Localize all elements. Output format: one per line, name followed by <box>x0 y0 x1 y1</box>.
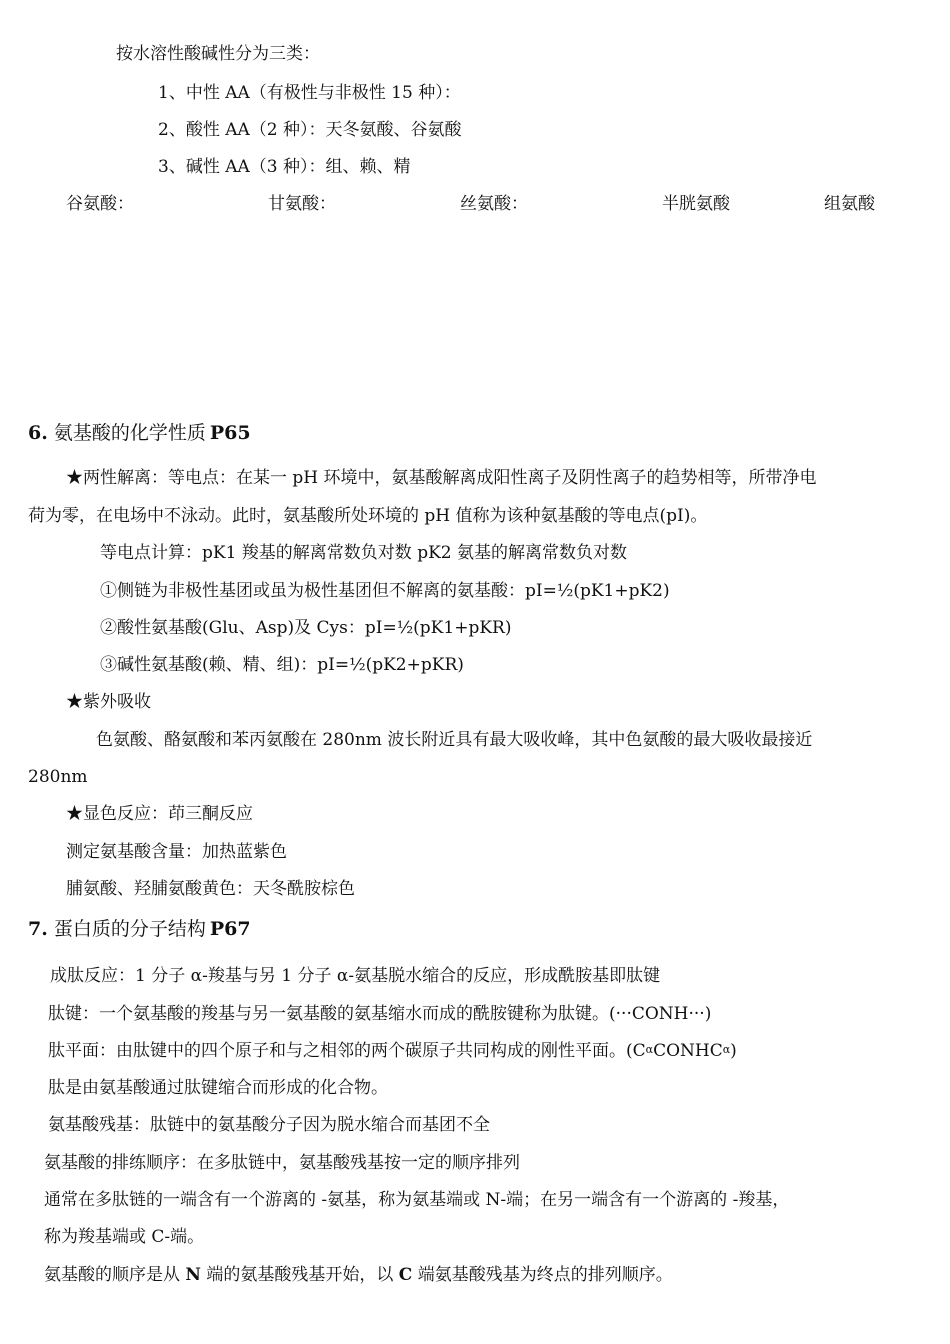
aa-label-histidine: 组氨酸 <box>824 194 875 214</box>
section6-heading <box>28 421 251 445</box>
section6-page: P65 <box>209 422 251 444</box>
peptide-def: 肽是由氨基酸通过肽键缩合而形成的化合物。 <box>48 1078 388 1098</box>
aa-label-serine: 丝氨酸： <box>460 194 528 214</box>
order-text-a: 氨基酸的顺序是从 <box>44 1265 180 1285</box>
uv-absorption-title: ★紫外吸收 <box>66 692 151 712</box>
aa-label-glutamate: 谷氨酸： <box>66 194 134 214</box>
aa-label-cysteine: 半胱氨酸 <box>662 194 730 214</box>
peptide-reaction: 成肽反应：1 分子 α-羧基与另 1 分子 α-氨基脱水缩合的反应，形成酰胺基即肽键 <box>50 966 661 986</box>
alpha-symbol-2: α <box>722 1043 731 1056</box>
color-reaction-proline: 脯氨酸、羟脯氨酸黄色：天冬酰胺棕色 <box>66 879 355 899</box>
pi-rule-basic: ③碱性氨基酸(赖、精、组)：pI=½(pK2+pKR) <box>100 655 464 675</box>
termini-line-1: 通常在多肽链的一端含有一个游离的 -氨基，称为氨基端或 N-端；在另一端含有一个游离的 -羧基， <box>44 1190 790 1210</box>
color-reaction-content: 测定氨基酸含量：加热蓝紫色 <box>66 842 287 862</box>
pi-rule-acidic: ②酸性氨基酸(Glu、Asp)及 Cys：pI=½(pK1+pKR) <box>100 618 512 638</box>
termini-line-2: 称为羧基端或 C-端。 <box>44 1227 205 1247</box>
intro-item-neutral: 1、中性 AA（有极性与非极性 15 种）： <box>158 83 461 103</box>
color-reaction-title: ★显色反应：茚三酮反应 <box>66 804 253 824</box>
section6-number: 6. <box>28 422 48 444</box>
pi-rule-nonpolar: ①侧链为非极性基团或虽为极性基团但不解离的氨基酸：pI=½(pK1+pK2) <box>100 581 670 601</box>
peptide-plane-text: 肽平面：由肽键中的四个原子和与之相邻的两个碳原子共同构成的刚性平面。(C <box>48 1041 646 1061</box>
amino-acid-sequence-def: 氨基酸的排练顺序：在多肽链中，氨基酸残基按一定的顺序排列 <box>44 1153 520 1173</box>
order-text-b: 端的氨基酸残基开始，以 <box>206 1265 394 1285</box>
peptide-plane-mid: CONHC <box>653 1041 723 1061</box>
order-text-d: 端氨基酸残基为终点的排列顺序。 <box>417 1265 673 1285</box>
c-terminus-label: C <box>398 1265 413 1285</box>
aa-label-glycine: 甘氨酸： <box>268 194 336 214</box>
section7-number: 7. <box>28 918 48 940</box>
intro-item-acidic: 2、酸性 AA（2 种）：天冬氨酸、谷氨酸 <box>158 120 462 140</box>
uv-absorption-line-1: 色氨酸、酪氨酸和苯丙氨酸在 280nm 波长附近具有最大吸收峰，其中色氨酸的最大吸收最接近 <box>96 730 813 750</box>
section7-page: P67 <box>209 918 251 940</box>
n-terminus-label: N <box>185 1265 201 1285</box>
isoelectric-calc: 等电点计算：pK1 羧基的解离常数负对数 pK2 氨基的解离常数负对数 <box>100 543 628 563</box>
peptide-plane-def <box>48 1040 737 1064</box>
section7-heading <box>28 917 251 941</box>
section6-title: 氨基酸的化学性质 <box>53 422 206 444</box>
amino-acid-residue-def: 氨基酸残基：肽链中的氨基酸分子因为脱水缩合而基团不全 <box>48 1115 490 1135</box>
peptide-bond-def: 肽键：一个氨基酸的羧基与另一氨基酸的氨基缩水而成的酰胺键称为肽键。(···CONH···) <box>48 1004 712 1024</box>
amphoteric-line-1: ★两性解离：等电点：在某一 pH 环境中，氨基酸解离成阳性离子及阴性离子的趋势相等，所带净电 <box>66 468 817 488</box>
section7-title: 蛋白质的分子结构 <box>53 918 206 940</box>
uv-absorption-line-2: 280nm <box>28 767 88 787</box>
sequence-order-def <box>44 1264 673 1286</box>
intro-title: 按水溶性酸碱性分为三类： <box>116 44 320 64</box>
intro-item-basic: 3、碱性 AA（3 种）：组、赖、精 <box>158 157 411 177</box>
amphoteric-line-2: 荷为零，在电场中不泳动。此时，氨基酸所处环境的 pH 值称为该种氨基酸的等电点(pI)。 <box>28 506 708 526</box>
peptide-plane-end: ) <box>730 1041 737 1061</box>
alpha-symbol-1: α <box>645 1043 654 1056</box>
